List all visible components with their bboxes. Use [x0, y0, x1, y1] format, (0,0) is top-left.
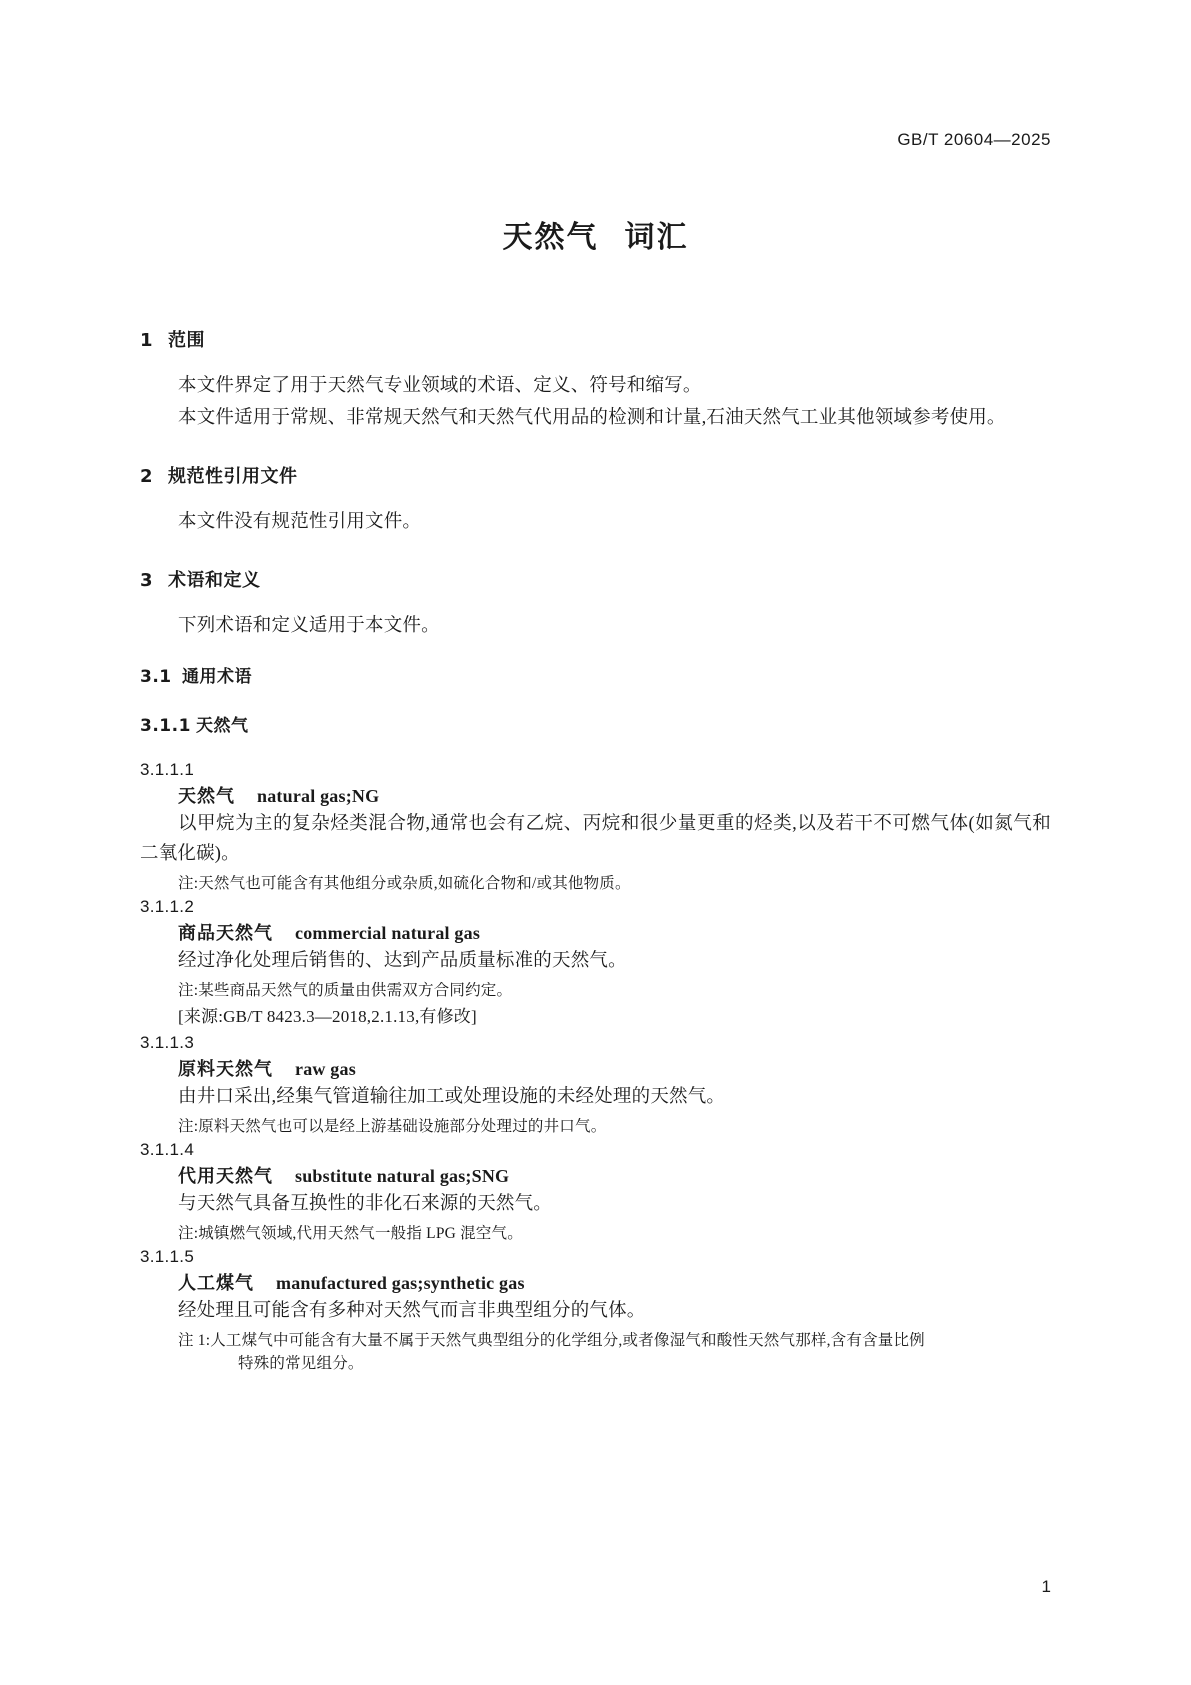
clause-number-1: 1: [140, 330, 154, 351]
clause-heading-3: [140, 566, 1051, 592]
term-entry-term-en: raw gas: [295, 1058, 356, 1079]
clause-heading-2: [140, 462, 1051, 488]
term-entry-term-en: commercial natural gas: [295, 923, 481, 944]
term-entry-note-line-1: 注 1:人工煤气中可能含有大量不属于天然气典型组分的化学组分,或者像湿气和酸性天然气那样,含有含量比例: [178, 1332, 925, 1350]
term-entry-number: 3.1.1.3: [140, 1032, 195, 1052]
term-entry-term-line: [140, 919, 1051, 945]
term-entry-note: 注:某些商品天然气的质量由供需双方合同约定。: [178, 982, 513, 1000]
term-entry-term-en: natural gas;NG: [257, 785, 380, 806]
term-entry-note: 注:城镇燃气领域,代用天然气一般指 LPG 混空气。: [178, 1224, 523, 1242]
term-entry: [140, 897, 1051, 1031]
term-entry-term-zh: 原料天然气: [178, 1058, 273, 1080]
term-entry-definition: 经过净化处理后销售的、达到产品质量标准的天然气。: [178, 951, 627, 972]
document-title-main: 天然气: [502, 220, 599, 255]
document-title-sub: 词汇: [624, 220, 689, 255]
term-entry: [140, 760, 1051, 895]
term-entry-term-line: [140, 1055, 1051, 1081]
subclause-heading-3-1: [140, 662, 1051, 687]
subclause-title-3-1: 通用术语: [182, 666, 252, 687]
term-entry-definition: 由井口采出,经集气管道输往加工或处理设施的未经处理的天然气。: [178, 1086, 726, 1107]
term-entry-note: 注:天然气也可能含有其他组分或杂质,如硫化合物和/或其他物质。: [178, 874, 631, 892]
term-entry-definition: 以甲烷为主的复杂烃类混合物,通常也会有乙烷、丙烷和很少量更重的烃类,以及若干不可燃气体(如氮气和二氧化碳)。: [140, 813, 1051, 864]
term-entry-term-en: manufactured gas;synthetic gas: [276, 1273, 525, 1294]
term-entry-term-en: substitute natural gas;SNG: [295, 1165, 510, 1186]
term-entry-definition: 经处理且可能含有多种对天然气而言非典型组分的气体。: [178, 1301, 646, 1322]
subclause-number-3-1: 3.1: [140, 666, 172, 687]
clause-1-paragraph-2: 本文件适用于常规、非常规天然气和天然气代用品的检测和计量,石油天然气工业其他领域参考使用。: [178, 407, 1006, 428]
term-entry-source: [来源:GB/T 8423.3—2018,2.1.13,有修改]: [178, 1007, 477, 1027]
standard-code-header: GB/T 20604—2025: [897, 130, 1051, 149]
term-entry-number: 3.1.1.2: [140, 897, 195, 917]
term-entry-note: [140, 1329, 1051, 1376]
subsubclause-heading-3-1-1: [140, 711, 1051, 736]
term-entry-number: 3.1.1.4: [140, 1139, 195, 1159]
clause-title-2: 规范性引用文件: [168, 465, 298, 487]
term-entry: [140, 1033, 1051, 1138]
term-entry-term-zh: 代用天然气: [178, 1165, 273, 1187]
clause-number-3: 3: [140, 569, 154, 591]
term-entry-term-zh: 人工煤气: [178, 1273, 254, 1295]
clause-2-paragraph-1: 本文件没有规范性引用文件。: [178, 511, 422, 532]
clause-3-paragraph-1: 下列术语和定义适用于本文件。: [178, 615, 440, 636]
term-entry-term-zh: 商品天然气: [178, 923, 273, 945]
term-entry: [140, 1140, 1051, 1245]
term-entry-term-line: [140, 1162, 1051, 1188]
term-entry-term-zh: 天然气: [178, 785, 235, 807]
page-content: [140, 130, 1051, 1378]
term-entry-number: 3.1.1.1: [140, 759, 195, 779]
term-entry: [140, 1247, 1051, 1375]
clause-heading-1: [140, 326, 1051, 352]
term-entry-definition: 与天然气具备互换性的非化石来源的天然气。: [178, 1193, 553, 1214]
document-title: [140, 212, 1051, 256]
clause-number-2: 2: [140, 465, 154, 487]
clause-title-3: 术语和定义: [168, 569, 261, 591]
subsubclause-title-3-1-1: 天然气: [196, 715, 249, 736]
term-entry-note: 注:原料天然气也可以是经上游基础设施部分处理过的井口气。: [178, 1117, 607, 1135]
term-entry-term-line: [140, 1269, 1051, 1295]
clause-1-paragraph-1: 本文件界定了用于天然气专业领域的术语、定义、符号和缩写。: [178, 376, 702, 396]
term-entry-note-line-2: 特殊的常见组分。: [238, 1355, 364, 1373]
page-number: 1: [1041, 1577, 1051, 1596]
term-entry-term-line: [140, 782, 1051, 808]
clause-title-1: 范围: [168, 330, 205, 351]
term-entry-number: 3.1.1.5: [140, 1247, 195, 1267]
subsubclause-number-3-1-1: 3.1.1: [140, 715, 191, 736]
